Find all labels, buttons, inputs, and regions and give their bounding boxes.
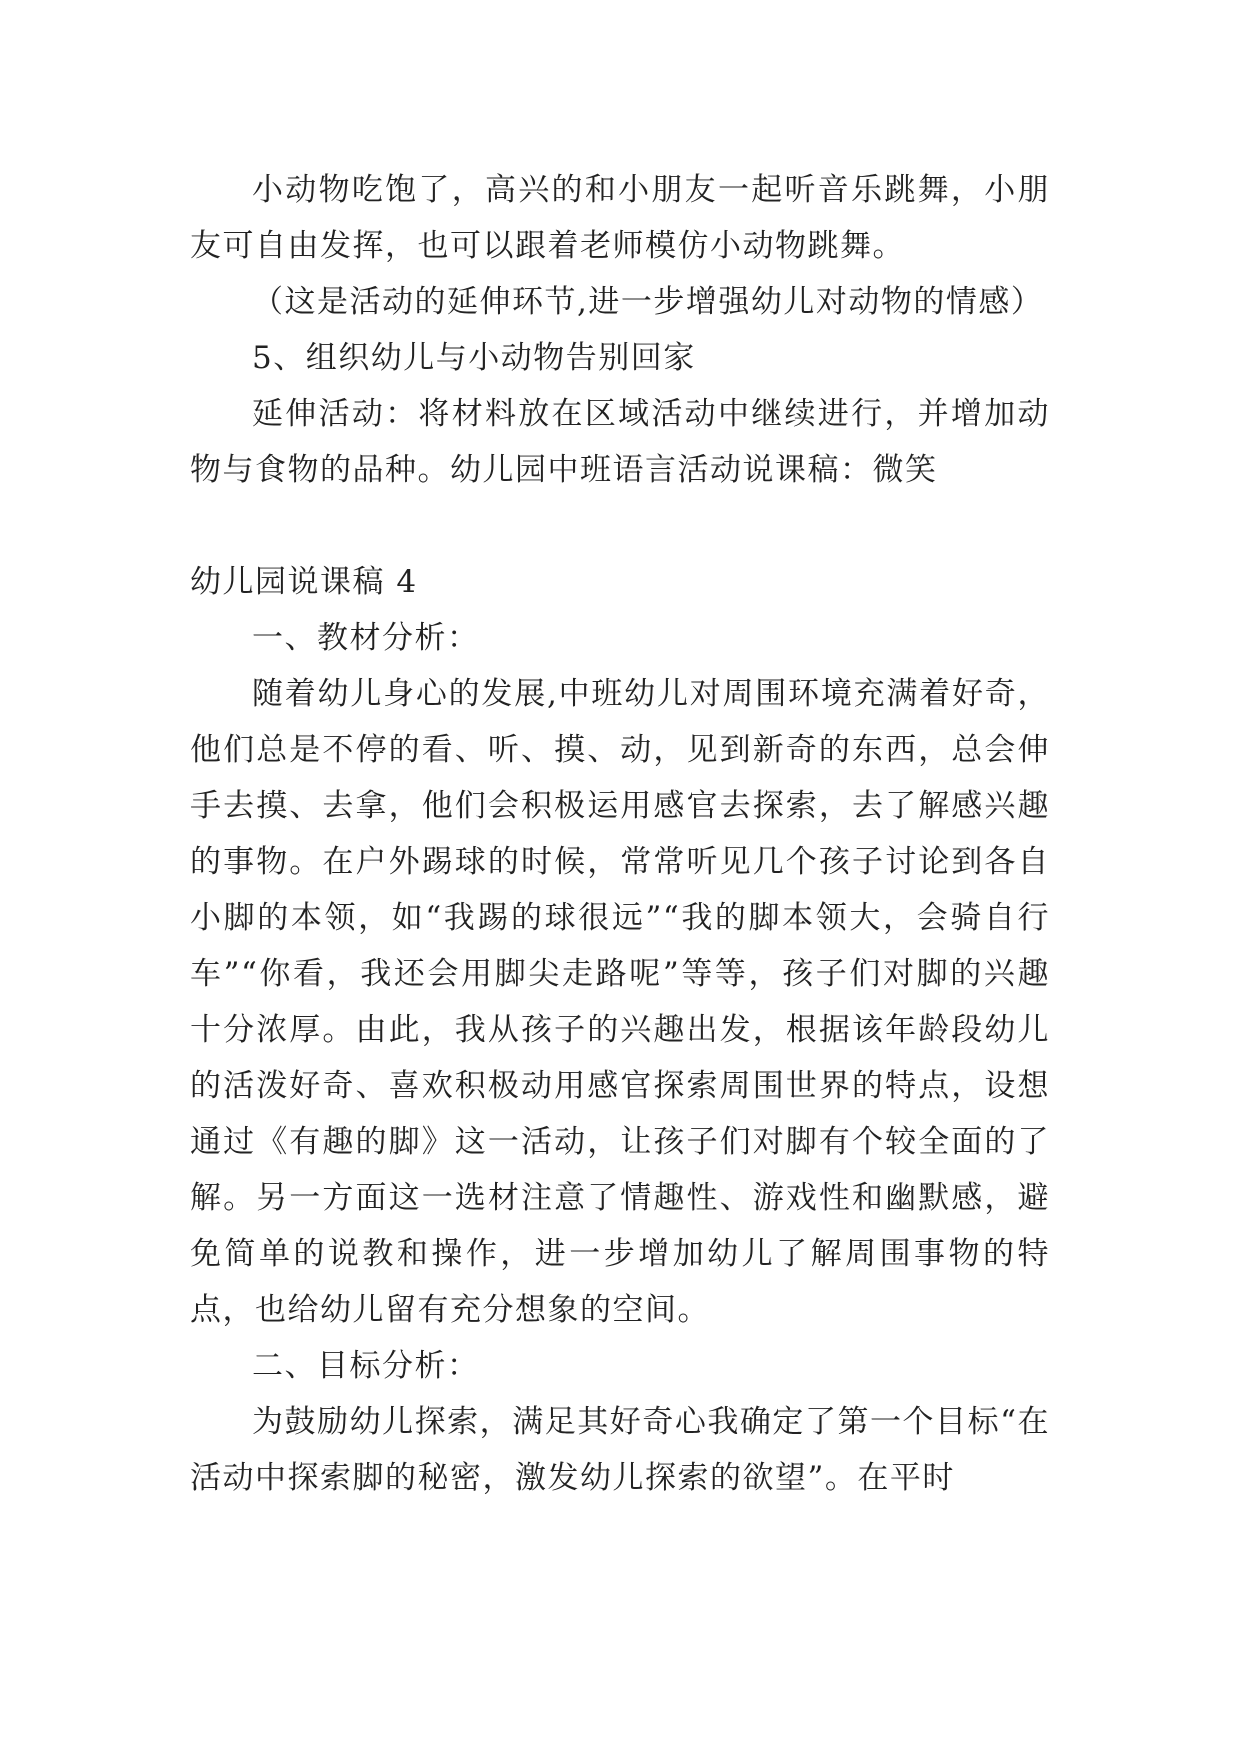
section-title: 幼儿园说课稿 4: [190, 564, 418, 600]
paragraph-extended-activity: 延伸活动：将材料放在区域活动中继续进行，并增加动物与食物的品种。幼儿园中班语言活动说课稿：微笑: [190, 396, 1050, 488]
heading-material-analysis: 一、教材分析：: [252, 620, 480, 656]
document-body: [190, 162, 1050, 1506]
paragraph-material-analysis: 随着幼儿身心的发展,中班幼儿对周围环境充满着好奇，他们总是不停的看、听、摸、动，见到新奇的东西，总会伸手去摸、去拿，他们会积极运用感官去探索，去了解感兴趣的事物。在户外踢球的时候，常常听见几个孩子讨论到各自小脚的本领，如“我踢的球很远”“我的脚本领大，会骑自行车”“你看，我还会用脚尖走路呢”等等，孩子们对脚的兴趣十分浓厚。由此，我从孩子的兴趣出发，根据该年龄段幼儿的活泼好奇、喜欢积极动用感官探索周围世界的特点，设想通过《有趣的脚》这一活动，让孩子们对脚有个较全面的了解。另一方面这一选材注意了情趣性、游戏性和幽默感，避免简单的说教和操作，进一步增加幼儿了解周围事物的特点，也给幼儿留有充分想象的空间。: [190, 676, 1050, 1328]
section-gap: [190, 498, 1050, 554]
paragraph-step-5: 5、组织幼儿与小动物告别回家: [252, 340, 696, 376]
heading-goal-analysis: 二、目标分析：: [252, 1348, 480, 1384]
paragraph-extension-note: （这是活动的延伸环节,进一步增强幼儿对动物的情感）: [252, 284, 1044, 320]
paragraph-dance: 小动物吃饱了，高兴的和小朋友一起听音乐跳舞，小朋友可自由发挥，也可以跟着老师模仿小动物跳舞。: [190, 172, 1050, 264]
paragraph-goal-analysis: 为鼓励幼儿探索，满足其好奇心我确定了第一个目标“在活动中探索脚的秘密，激发幼儿探索的欲望”。在平时: [190, 1404, 1050, 1496]
